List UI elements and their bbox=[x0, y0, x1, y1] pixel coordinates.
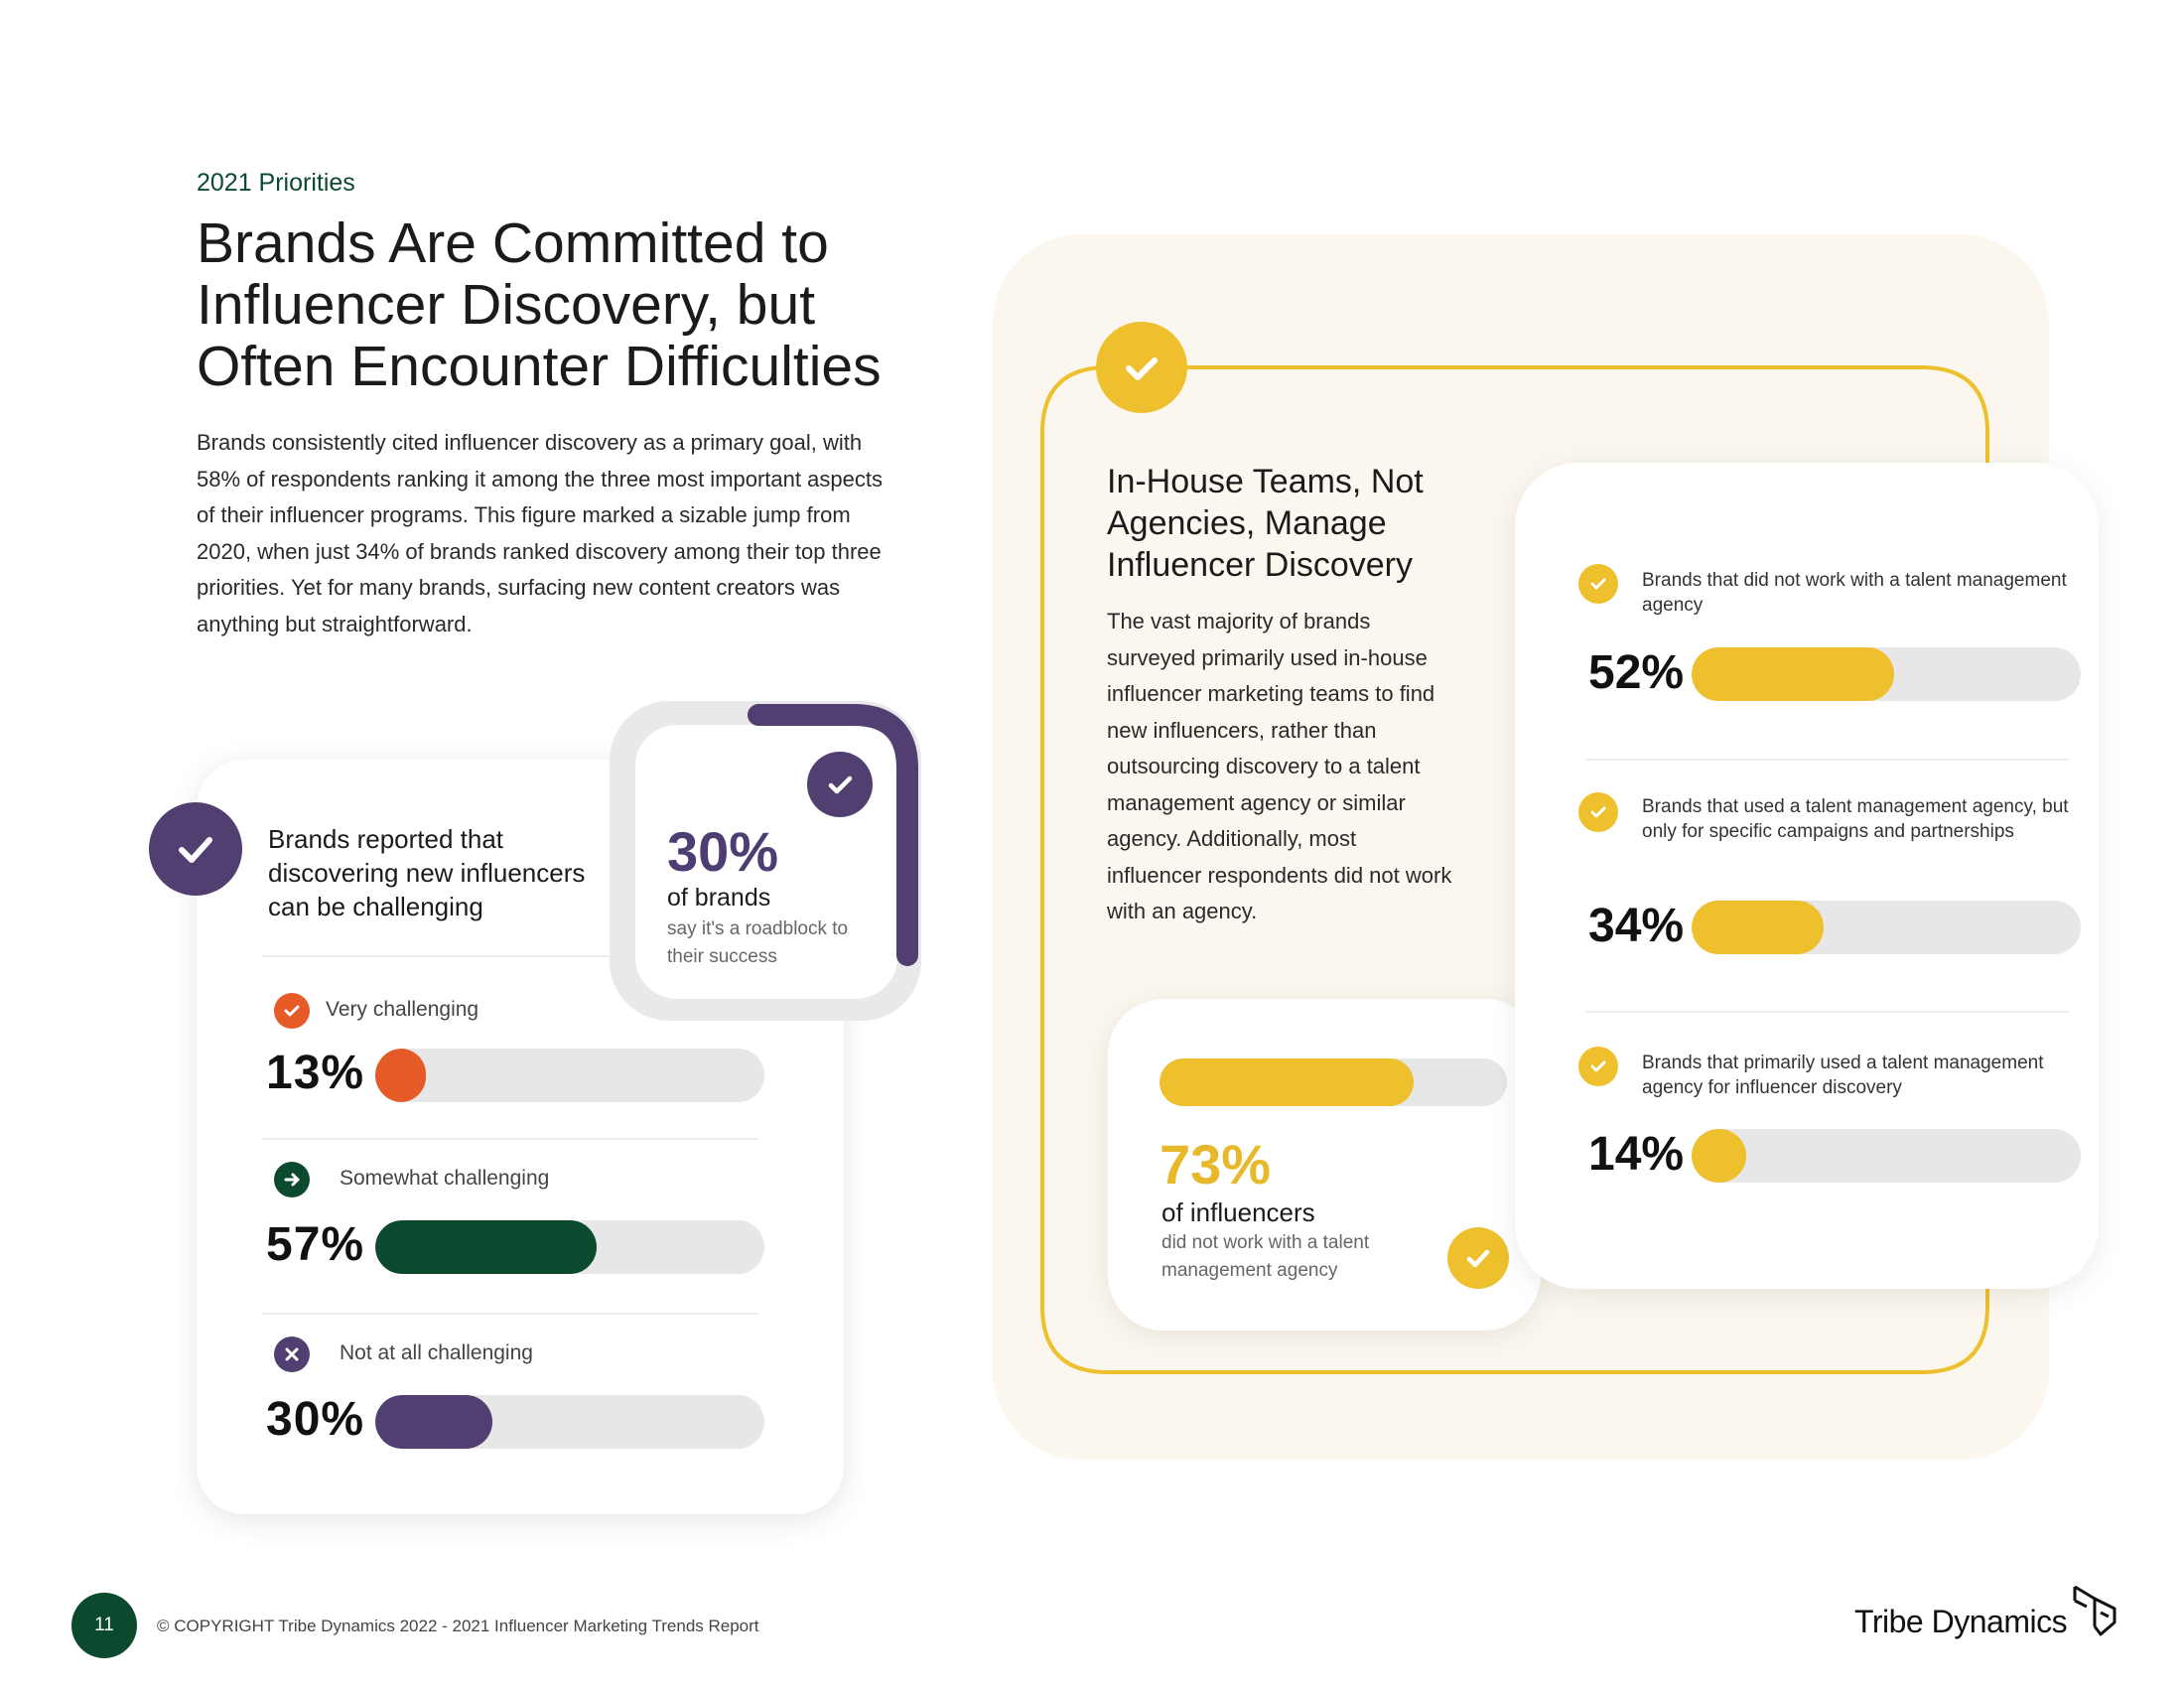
agency-stat-pct-2: 34% bbox=[1588, 900, 1685, 952]
agency-stat-fill-1 bbox=[1692, 647, 1894, 701]
check-icon bbox=[1578, 1047, 1618, 1086]
arrow-right-icon bbox=[274, 1162, 310, 1197]
check-icon bbox=[274, 993, 310, 1029]
agency-stat-pct-1: 52% bbox=[1588, 646, 1685, 699]
progress-fill-very bbox=[375, 1049, 426, 1102]
challenge-badge bbox=[149, 802, 242, 896]
roadblock-pct: 30% bbox=[667, 820, 779, 883]
check-icon bbox=[1447, 1227, 1509, 1289]
influencers-progress-bar bbox=[1160, 1058, 1507, 1106]
divider bbox=[1586, 1011, 2069, 1013]
agency-stat-bar-1 bbox=[1692, 647, 2081, 701]
influencers-desc: did not work with a talent management agency bbox=[1161, 1232, 1370, 1281]
copyright-text: © COPYRIGHT Tribe Dynamics 2022 - 2021 Influencer Marketing Trends Report bbox=[157, 1617, 759, 1635]
progress-fill-not-at-all bbox=[375, 1395, 492, 1449]
option-label-somewhat: Somewhat challenging bbox=[340, 1167, 550, 1190]
brand-wordmark: Tribe Dynamics bbox=[1854, 1604, 2068, 1639]
option-pct-somewhat: 57% bbox=[266, 1218, 365, 1271]
agency-stat-pct-3: 14% bbox=[1588, 1128, 1685, 1181]
section-eyebrow: 2021 Priorities bbox=[197, 169, 355, 197]
progress-fill-somewhat bbox=[375, 1220, 597, 1274]
page-number: 11 bbox=[71, 1593, 137, 1658]
page-title: Brands Are Committed to Influencer Discovery, but Often Encounter Difficulties bbox=[197, 211, 882, 398]
check-icon bbox=[149, 802, 242, 896]
check-icon bbox=[807, 752, 873, 817]
progress-bar-very bbox=[375, 1049, 764, 1102]
inhouse-desc: The vast majority of brands surveyed primarily used in-house influencer marketing teams to find new influencers, rather than outsourcing discovery to a talent management agency or similar agency. Additionally, most influencer respondents did not work with an agency. bbox=[1107, 609, 1452, 923]
agency-stat-bar-3 bbox=[1692, 1129, 2081, 1183]
influencers-subtitle: of influencers bbox=[1161, 1197, 1315, 1227]
check-icon bbox=[1578, 564, 1618, 604]
check-icon bbox=[1096, 322, 1187, 413]
divider bbox=[262, 1138, 758, 1140]
x-icon bbox=[274, 1336, 310, 1372]
agency-stat-fill-2 bbox=[1692, 901, 1824, 954]
agency-stat-bar-2 bbox=[1692, 901, 2081, 954]
brand-logo-icon bbox=[2071, 1583, 2122, 1640]
agency-stat-label-2: Brands that used a talent management agency, but only for specific campaigns and partnerships bbox=[1642, 796, 2069, 842]
agency-stat-label-1: Brands that did not work with a talent management agency bbox=[1642, 570, 2067, 616]
roadblock-subtitle: of brands bbox=[667, 884, 771, 912]
check-icon bbox=[1578, 792, 1618, 832]
progress-bar-somewhat bbox=[375, 1220, 764, 1274]
option-pct-very: 13% bbox=[266, 1047, 365, 1099]
roadblock-desc: say it's a roadblock to their success bbox=[667, 918, 849, 967]
option-pct-not-at-all: 30% bbox=[266, 1393, 365, 1446]
option-label-very: Very challenging bbox=[326, 998, 479, 1021]
influencers-pct: 73% bbox=[1160, 1133, 1272, 1196]
agency-stat-label-3: Brands that primarily used a talent management agency for influencer discovery bbox=[1642, 1053, 2044, 1098]
divider bbox=[1586, 759, 2069, 761]
influencers-progress-fill bbox=[1160, 1058, 1414, 1106]
intro-paragraph: Brands consistently cited influencer discovery as a primary goal, with 58% of respondents ranking it among the three most important aspects of their influencer programs. This figure marked a sizable jump from 2020, when just 34% of brands ranked discovery among their top three priorities. Yet for many brands, surfacing new content creators was anything but straightforward. bbox=[197, 430, 883, 636]
challenge-heading: Brands reported that discovering new influencers can be challenging bbox=[268, 824, 586, 921]
divider bbox=[262, 1313, 758, 1315]
option-label-not-at-all: Not at all challenging bbox=[340, 1341, 533, 1364]
agency-stat-fill-3 bbox=[1692, 1129, 1746, 1183]
inhouse-title: In-House Teams, Not Agencies, Manage Influencer Discovery bbox=[1107, 463, 1424, 584]
progress-bar-not-at-all bbox=[375, 1395, 764, 1449]
